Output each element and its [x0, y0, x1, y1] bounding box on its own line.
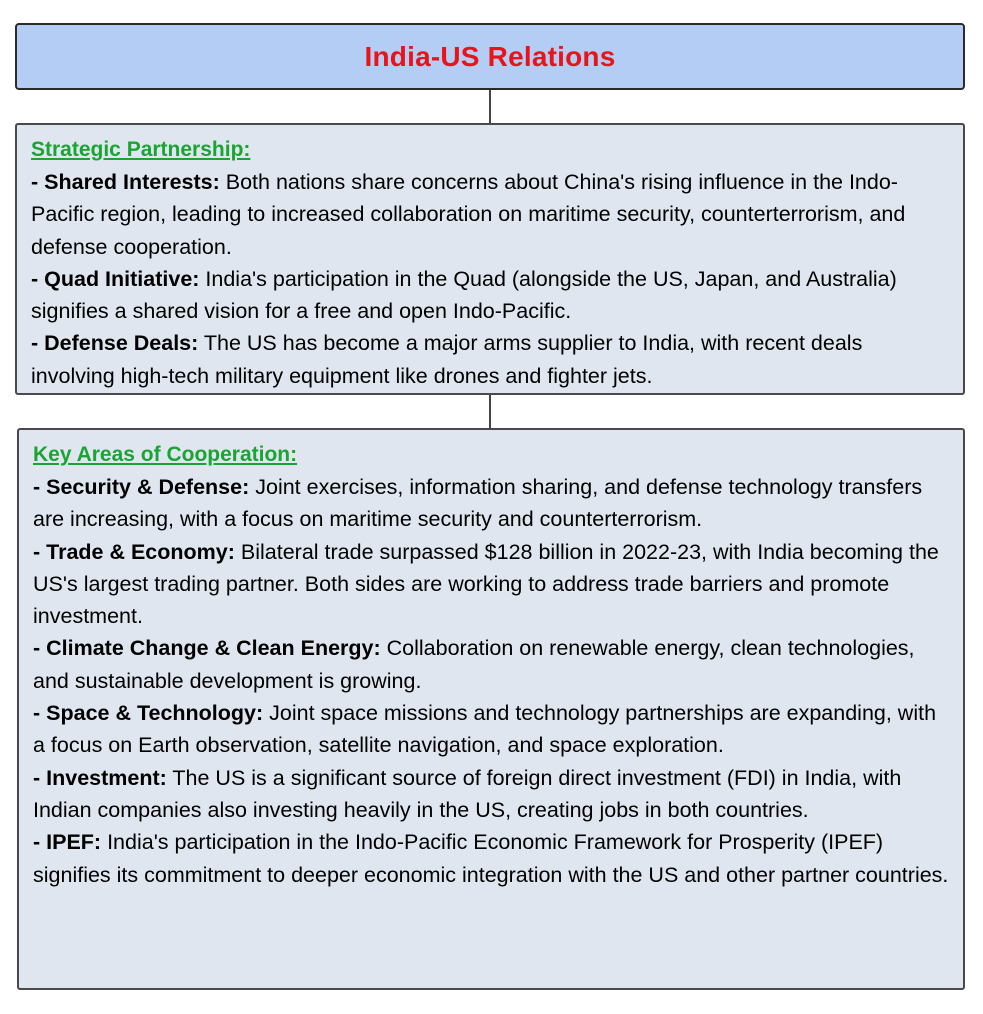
- connector-line-2: [489, 395, 491, 429]
- list-item-security-defense: [33, 471, 949, 536]
- item-text: Bilateral trade surpassed $128 billion in 2022-23, with India becoming the US's largest trading partner. Both sides are working to address trade barriers and promote investment.: [33, 539, 939, 629]
- item-label: - Trade & Economy:: [33, 539, 235, 564]
- item-text: The US is a significant source of foreign direct investment (FDI) in India, with Indian companies also investing heavily in the US, creating jobs in both countries.: [33, 765, 902, 822]
- item-text: Joint space missions and technology partnerships are expanding, with a focus on Earth observation, satellite navigation, and space exploration.: [33, 701, 937, 758]
- item-label: - Climate Change & Clean Energy:: [33, 636, 381, 661]
- section-heading: Strategic Partnership:: [31, 138, 251, 161]
- list-item-shared-interests: [31, 166, 949, 263]
- item-label: - Space & Technology:: [33, 701, 264, 726]
- item-label: - Shared Interests:: [31, 170, 220, 194]
- list-item-climate-energy: [33, 632, 949, 697]
- item-label: - Security & Defense:: [33, 475, 250, 499]
- item-text: Collaboration on renewable energy, clean technologies, and sustainable development is growing.: [33, 636, 915, 693]
- key-areas-node: [17, 428, 965, 990]
- list-item-trade-economy: [33, 536, 949, 633]
- item-label: - IPEF:: [33, 830, 102, 855]
- section-heading: Key Areas of Cooperation:: [33, 443, 298, 466]
- title-node: [15, 23, 965, 90]
- list-item-ipef: [33, 826, 949, 891]
- item-label: - Investment:: [33, 765, 167, 790]
- diagram-title: India-US Relations: [364, 40, 616, 72]
- list-item-defense-deals: [31, 327, 949, 392]
- item-label: - Defense Deals:: [31, 331, 199, 356]
- list-item-space-technology: [33, 697, 949, 762]
- list-item-quad-initiative: [31, 263, 949, 328]
- item-text: Joint exercises, information sharing, and defense technology transfers are increasing, with a focus on maritime security and counterterrorism.: [33, 475, 923, 532]
- item-label: - Quad Initiative:: [31, 266, 200, 291]
- item-text: Both nations share concerns about China's rising influence in the Indo-Pacific region, leading to increased collaboration on maritime security, counterterrorism, and defense cooperation.: [31, 170, 906, 259]
- item-text: India's participation in the Quad (alongside the US, Japan, and Australia) signifies a shared vision for a free and open Indo-Pacific.: [31, 266, 897, 324]
- strategic-partnership-node: [15, 123, 965, 395]
- item-text: The US has become a major arms supplier to India, with recent deals involving high-tech military equipment like drones and fighter jets.: [31, 331, 863, 388]
- list-item-investment: [33, 762, 949, 827]
- item-text: India's participation in the Indo-Pacific Economic Framework for Prosperity (IPEF) signifies its commitment to deeper economic integration with the US and other partner countries.: [33, 830, 949, 887]
- connector-line-1: [489, 90, 491, 124]
